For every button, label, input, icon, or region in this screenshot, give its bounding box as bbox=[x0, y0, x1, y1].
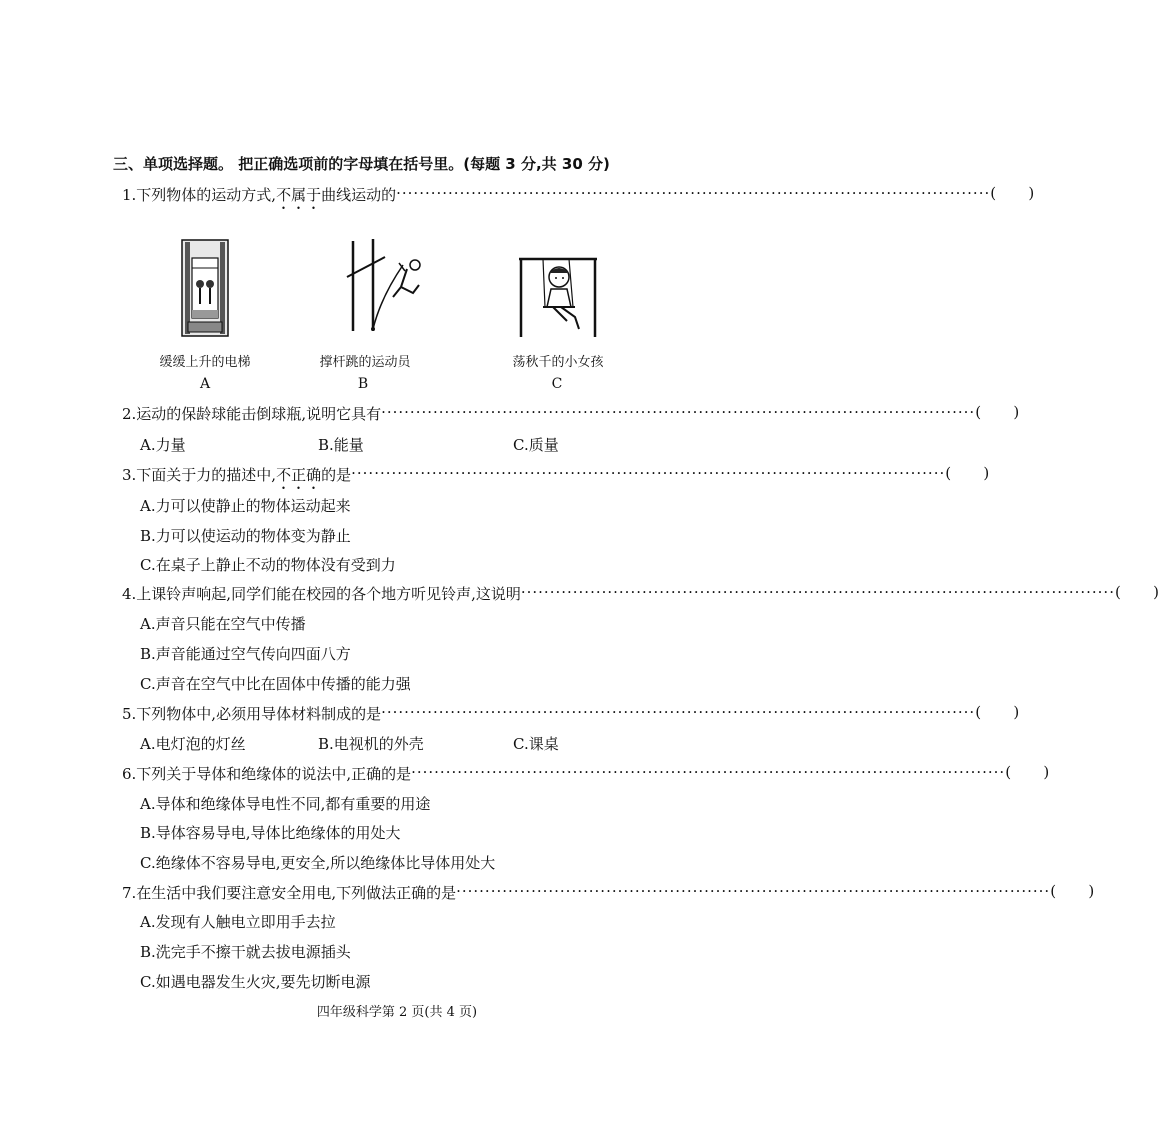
emphasis-text: 不正确 bbox=[276, 466, 322, 484]
option-b[interactable]: B.导体容易导电,导体比绝缘体的用处大 bbox=[140, 824, 401, 842]
leader-dots: ······································································································· bbox=[381, 703, 976, 721]
option-b[interactable]: B.洗完手不擦干就去拔电源插头 bbox=[140, 943, 351, 961]
swing-figure bbox=[513, 251, 603, 339]
leader-dots: ······································································································· bbox=[456, 882, 1051, 900]
option-b[interactable]: B.电视机的外壳 bbox=[318, 735, 424, 753]
question-1 bbox=[122, 184, 1035, 213]
figure-a-caption: 缓缓上升的电梯 bbox=[159, 355, 251, 370]
option-c[interactable]: C.在桌子上静止不动的物体没有受到力 bbox=[140, 556, 396, 574]
option-a[interactable]: A.电灯泡的灯丝 bbox=[140, 735, 246, 753]
option-c[interactable]: C.如遇电器发生火灾,要先切断电源 bbox=[140, 973, 371, 991]
pole-vaulter-figure bbox=[343, 237, 438, 335]
question-5-text: 5.下列物体中,必须用导体材料制成的是 bbox=[122, 705, 382, 723]
option-c[interactable]: C.声音在空气中比在固体中传播的能力强 bbox=[140, 675, 411, 693]
leader-dots: ······································································································· bbox=[396, 184, 991, 202]
question-6 bbox=[122, 763, 1050, 784]
leader-dots: ······································································································· bbox=[351, 464, 946, 482]
answer-bracket[interactable]: ( ) bbox=[990, 184, 1035, 202]
option-a[interactable]: A.导体和绝缘体导电性不同,都有重要的用途 bbox=[140, 795, 431, 813]
emphasis-text: 不属于 bbox=[276, 186, 322, 204]
figure-c-caption: 荡秋千的小女孩 bbox=[512, 355, 604, 370]
page-footer: 四年级科学第 2 页(共 4 页) bbox=[316, 1005, 478, 1020]
answer-bracket[interactable]: ( ) bbox=[945, 464, 990, 482]
question-1-text: 1.下列物体的运动方式,不属于曲线运动的 bbox=[122, 186, 397, 204]
question-7-text: 7.在生活中我们要注意安全用电,下列做法正确的是 bbox=[122, 884, 457, 902]
option-c[interactable]: C.课桌 bbox=[513, 735, 559, 753]
option-b[interactable]: B.力可以使运动的物体变为静止 bbox=[140, 527, 351, 545]
answer-bracket[interactable]: ( ) bbox=[1050, 882, 1095, 900]
question-4-text: 4.上课铃声响起,同学们能在校园的各个地方听见铃声,这说明 bbox=[122, 585, 521, 603]
option-c[interactable]: C.质量 bbox=[513, 436, 559, 454]
option-a[interactable]: A.力量 bbox=[140, 436, 186, 454]
answer-bracket[interactable]: ( ) bbox=[975, 703, 1020, 721]
option-a[interactable]: A.力可以使静止的物体运动起来 bbox=[140, 497, 351, 515]
option-a[interactable]: A.发现有人触电立即用手去拉 bbox=[140, 913, 336, 931]
question-2-text: 2.运动的保龄球能击倒球瓶,说明它具有 bbox=[122, 405, 382, 423]
figure-b-caption: 撑杆跳的运动员 bbox=[319, 355, 411, 370]
answer-bracket[interactable]: ( ) bbox=[975, 403, 1020, 421]
question-3-text: 3.下面关于力的描述中,不正确的是 bbox=[122, 466, 352, 484]
option-a[interactable]: A.声音只能在空气中传播 bbox=[140, 615, 306, 633]
section-title: 三、单项选择题。 把正确选项前的字母填在括号里。(每题 3 分,共 30 分) bbox=[113, 155, 610, 173]
question-4 bbox=[122, 583, 1159, 604]
figure-c-letter: C bbox=[551, 376, 563, 392]
option-b[interactable]: B.能量 bbox=[318, 436, 364, 454]
leader-dots: ······································································································· bbox=[411, 763, 1006, 781]
figure-b-letter: B bbox=[357, 376, 369, 392]
elevator-figure bbox=[180, 238, 230, 338]
question-5 bbox=[122, 703, 1020, 724]
leader-dots: ······································································································· bbox=[520, 583, 1115, 601]
leader-dots: ······································································································· bbox=[381, 403, 976, 421]
question-3 bbox=[122, 464, 990, 493]
answer-bracket[interactable]: ( ) bbox=[1005, 763, 1050, 781]
answer-bracket[interactable]: ( ) bbox=[1114, 583, 1159, 601]
figure-a-letter: A bbox=[199, 376, 211, 392]
question-2 bbox=[122, 403, 1020, 424]
question-6-text: 6.下列关于导体和绝缘体的说法中,正确的是 bbox=[122, 765, 412, 783]
option-c[interactable]: C.绝缘体不容易导电,更安全,所以绝缘体比导体用处大 bbox=[140, 854, 496, 872]
option-b[interactable]: B.声音能通过空气传向四面八方 bbox=[140, 645, 351, 663]
question-7 bbox=[122, 882, 1095, 903]
